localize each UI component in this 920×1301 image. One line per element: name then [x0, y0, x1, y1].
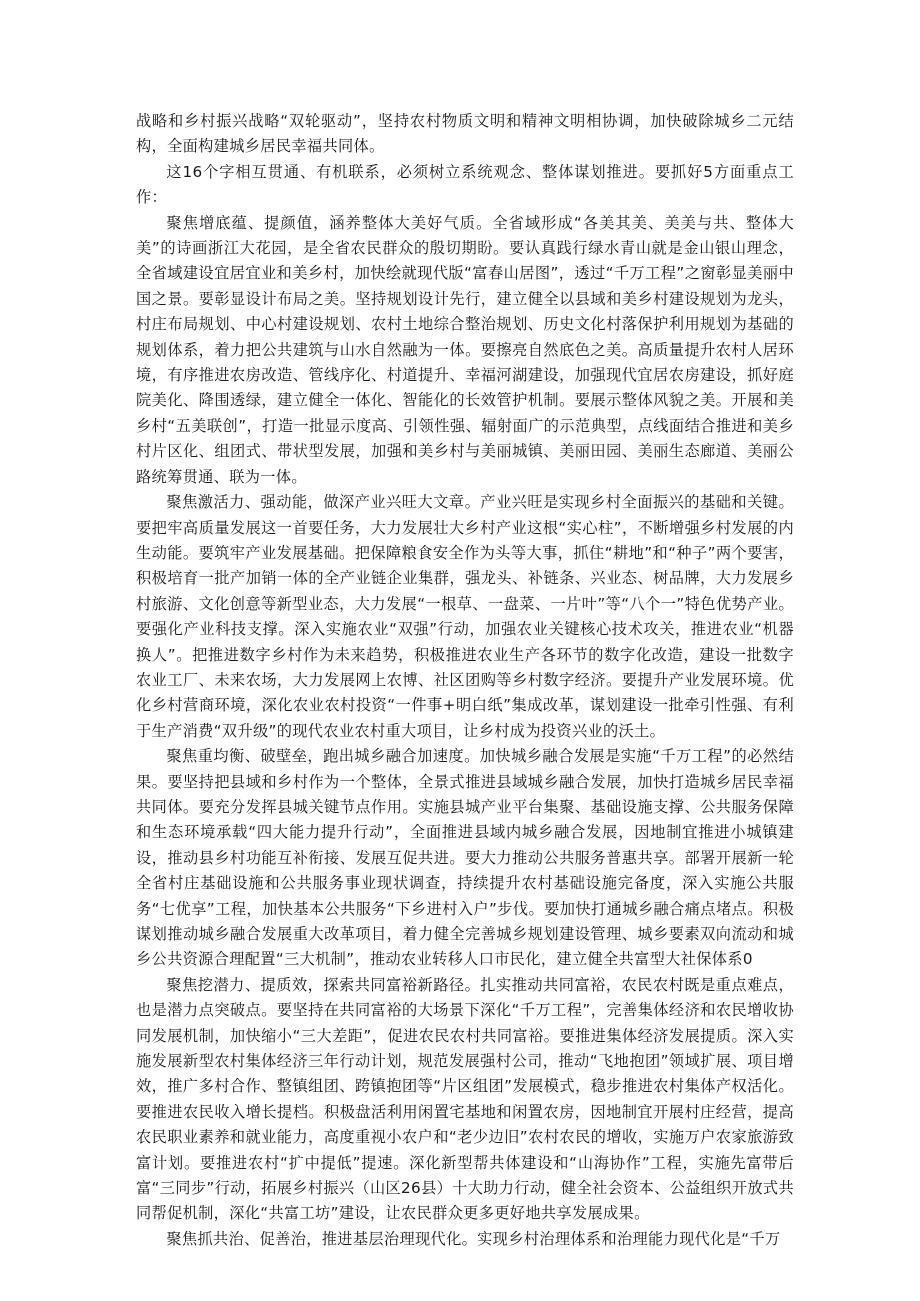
paragraph-continuation: 战略和乡村振兴战略“双轮驱动”，坚持农村物质文明和精神文明相协调，加快破除城乡二元结构，全面构建城乡居民幸福共同体。 [136, 112, 794, 156]
paragraph-integration: 聚焦重均衡、破壁垒，跑出城乡融合加速度。加快城乡融合发展是实施“千万工程”的必然结果。要坚持把县域和乡村作为一个整体，全景式推进县域城乡融合发展，加快打造城乡居民幸福共同体。要充分发挥县城关键节点作用。实施县城产业平台集聚、基础设施支撑、公共服务保障和生态环境承载“四大能力提升行动”，全面推进县域内城乡融合发展，因地制宜推进小城镇建设，推动县乡村功能互补衔接、发展互促共进。要大力推动公共服务普惠共享。部署开展新一轮全省村庄基础设施和公共服务事业现状调查，持续提升农村基础设施完备度，深入实施公共服务“七优享”工程，加快基本公共服务“下乡进村入户”步伐。要加快打通城乡融合痛点堵点。积极谋划推动城乡融合发展重大改革项目，着力健全完善城乡规划建设管理、城乡要素双向流动和城乡公共资源合理配置“三大机制”，推动农业转移人口市民化，建立健全共富型大社保体系0 [136, 747, 794, 969]
paragraph-prosperity: 聚焦挖潜力、提质效，探索共同富裕新路径。扎实推动共同富裕，农民农村既是重点难点，也是潜力点突破点。要坚持在共同富裕的大场景下深化“千万工程”，完善集体经济和农民增收协同发展机制，加快缩小“三大差距”，促进农民农村共同富裕。要推进集体经济发展提质。深入实施发展新型农村集体经济三年行动计划，规范发展强村公司，推动“飞地抱团”领域扩展、项目增效，推广多村合作、整镇组团、跨镇抱团等“片区组团”发展模式，稳步推进农村集体产权活化。要推进农民收入增长提档。积极盘活利用闲置宅基地和闲置农房，因地制宜开展村庄经营，提高农民职业素养和就业能力，高度重视小农户和“老少边旧”农村农民的增收，实施万户农家旅游致富计划。要推进农村“扩中提低”提速。深化新型帮共体建设和“山海协作”工程，实施先富带后富“三同步”行动，拓展乡村振兴（山区26县）十大助力行动，健全社会资本、公益组织开放式共同帮促机制，深化“共富工坊”建设，让农民群众更多更好地共享发展成果。 [136, 975, 794, 1223]
paragraph-beauty: 聚焦增底蕴、提颜值，涵养整体大美好气质。全省域形成“各美其美、美美与共、整体大美”的诗画浙江大花园，是全省农民群众的殷切期盼。要认真践行绿水青山就是金山银山理念，全省域建设宜居宜业和美乡村，加快绘就现代版“富春山居图”，透过“千万工程”之窗彰显美丽中国之景。要彰显设计布局之美。坚持规划设计先行，建立健全以县域和美乡村建设规划为龙头，村庄布局规划、中心村建设规划、农村土地综合整治规划、历史文化村落保护利用规划为基础的规划体系，着力把公共建筑与山水自然融为一体。要擦亮自然底色之美。高质量提升农村人居环境，有序推进农房改造、管线序化、村道提升、幸福河湖建设，加强现代宜居农房建设，抓好庭院美化、降围透绿，建立健全一体化、智能化的长效管护机制。要展示整体风貌之美。开展和美乡村“五美联创”，打造一批显示度高、引领性强、辐射面广的示范典型，点线面结合推进和美乡村片区化、组团式、带状型发展，加强和美乡村与美丽城镇、美丽田园、美丽生态廊道、美丽公路统筹贯通、联为一体。 [136, 213, 794, 486]
paragraph-overview: 这16个字相互贯通、有机联系，必须树立系统观念、整体谋划推进。要抓好5方面重点工作： [136, 162, 794, 207]
paragraph-industry: 聚焦激活力、强动能，做深产业兴旺大文章。产业兴旺是实现乡村全面振兴的基础和关键。要把牢高质量发展这一首要任务，大力发展壮大乡村产业这根“实心柱”，不断增强乡村发展的内生动能。要筑牢产业发展基础。把保障粮食安全作为头等大事，抓住“耕地”和“种子”两个要害，积极培育一批产加销一体的全产业链企业集群，强龙头、补链条、兴业态、树品牌，大力发展乡村旅游、文化创意等新型业态，大力发展“一根草、一盘菜、一片叶”等“八个一”特色优势产业。要强化产业科技支撑。深入实施农业“双强”行动，加强农业关键核心技术攻关，推进农业“机器换人”。把推进数字乡村作为未来趋势，积极推进农业生产各环节的数字化改造，建设一批数字农业工厂、未来农场，大力发展网上农博、社区团购等乡村数字经济。要提升产业发展环境。优化乡村营商环境，深化农业农村投资“一件事+明白纸”集成改革，谋划建设一批牵引性强、有利于生产消费“双升级”的现代农业农村重大项目，让乡村成为投资兴业的沃土。 [136, 493, 794, 740]
article-body [136, 109, 794, 1252]
paragraph-governance: 聚焦抓共治、促善治，推进基层治理现代化。实现乡村治理体系和治理能力现代化是“千万 [166, 1229, 781, 1248]
